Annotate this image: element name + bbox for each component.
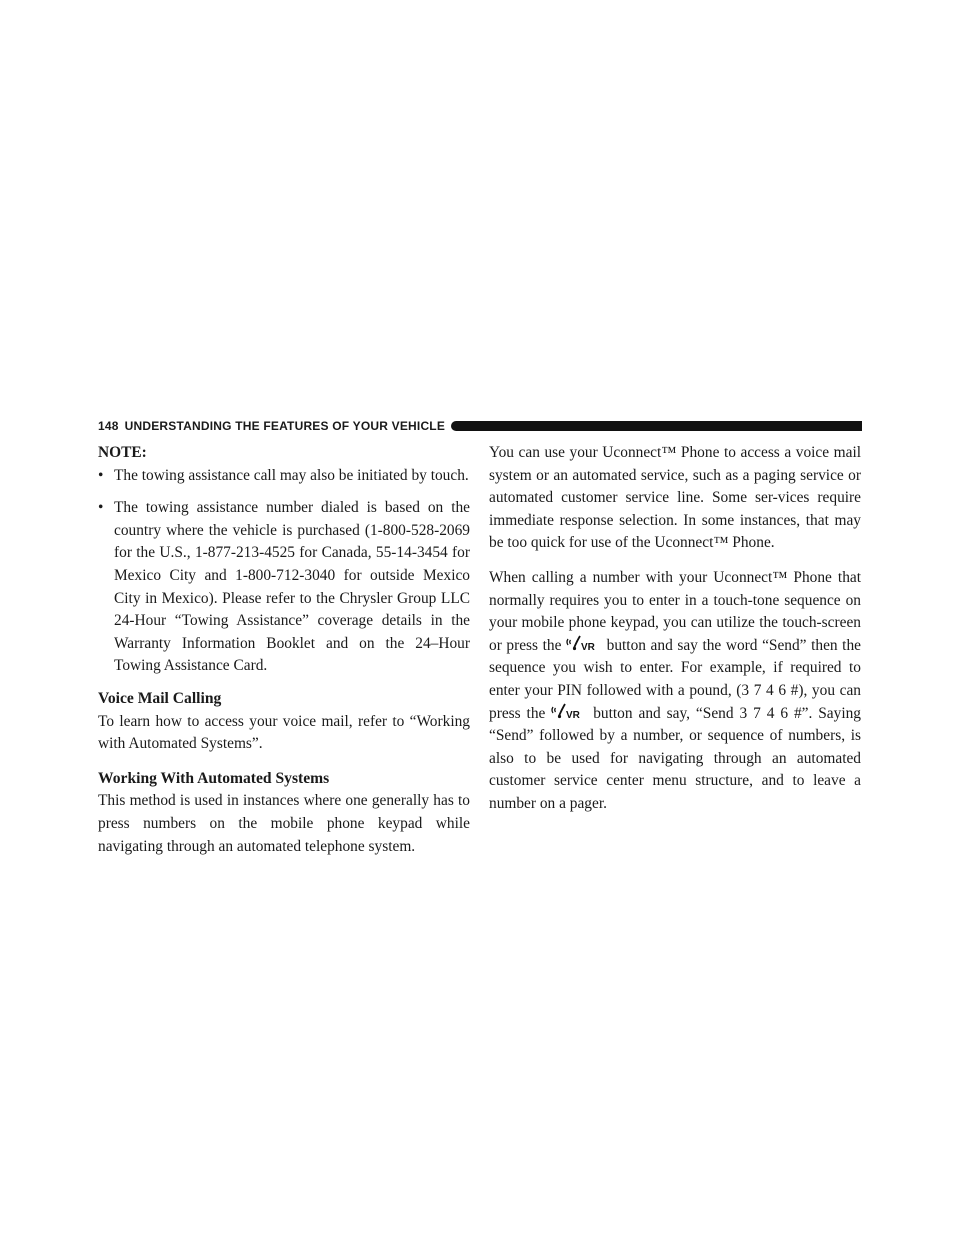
vr-icon-label: VR [566, 709, 581, 720]
right-column [489, 442, 861, 828]
voice-mail-heading: Voice Mail Calling [98, 689, 222, 707]
bullet-icon: • [98, 466, 104, 484]
section-title: UNDERSTANDING THE FEATURES OF YOUR VEHICLE [124, 419, 446, 433]
bullet-icon: • [98, 499, 104, 517]
uconnect-paragraph: You can use your Uconnect™ Phone to access a voice mail system or an automated service, such as a paging service or automated customer service line. Some ser-vices require immediate response selection. In some instances, that may be too quick for use of the Uconnect™ Phone. [489, 444, 861, 552]
voice-recognition-icon [551, 703, 587, 720]
left-column [98, 442, 470, 870]
voice-recognition-icon [566, 635, 602, 652]
page-header [98, 418, 862, 434]
touch-tone-paragraph [489, 567, 861, 816]
touch-tone-text-2: button and say the word “Send” then the sequence you wish to enter. For example, if required to enter your PIN followed with a pound, (3 7 4 6 #), you can press the [489, 636, 861, 722]
note-bullet-text: The towing assistance number dialed is based on the country where the vehicle is purchased (1-800-528-2069 for the U.S., 1-877-213-4525 for Canada, 55-14-3454 for Mexico City and 1-800-712-3040 for outside Mexico City in Mexico). Please refer to the Chrysler Group LLC 24-Hour “Towing Assistance” coverage details in the Warranty Information Booklet and on the 24–Hour Towing Assistance Card. [114, 499, 470, 675]
touch-tone-text-1: When calling a number with your Uconnect™ Phone that normally requires you to enter in a touch-tone sequence on your mobile phone keypad, you can utilize the touch-screen or press the [489, 568, 861, 654]
note-bullet-item [98, 465, 470, 488]
note-bullet-item [98, 497, 470, 678]
voice-mail-section [98, 688, 470, 756]
vr-icon-label: VR [581, 641, 595, 652]
note-bullet-list [98, 465, 470, 678]
header-rule [451, 421, 862, 431]
automated-systems-heading: Working With Automated Systems [98, 769, 330, 787]
automated-systems-section [98, 768, 470, 858]
automated-systems-text: This method is used in instances where one generally has to press numbers on the mobile phone keypad while navigating through an automated telephone system. [98, 792, 470, 855]
voice-mail-text: To learn how to access your voice mail, refer to “Working with Automated Systems”. [98, 712, 470, 753]
touch-tone-text-3: button and say, “Send 3 7 4 6 #”. Saying “Send” followed by a number, or sequence of numbers, is also to be used for navigating through an automated customer service center menu structure, and to leave a number on a pager. [489, 704, 861, 812]
note-label: NOTE: [98, 444, 147, 461]
page-number: 148 [98, 419, 119, 433]
note-bullet-text: The towing assistance call may also be initiated by touch. [114, 466, 469, 484]
